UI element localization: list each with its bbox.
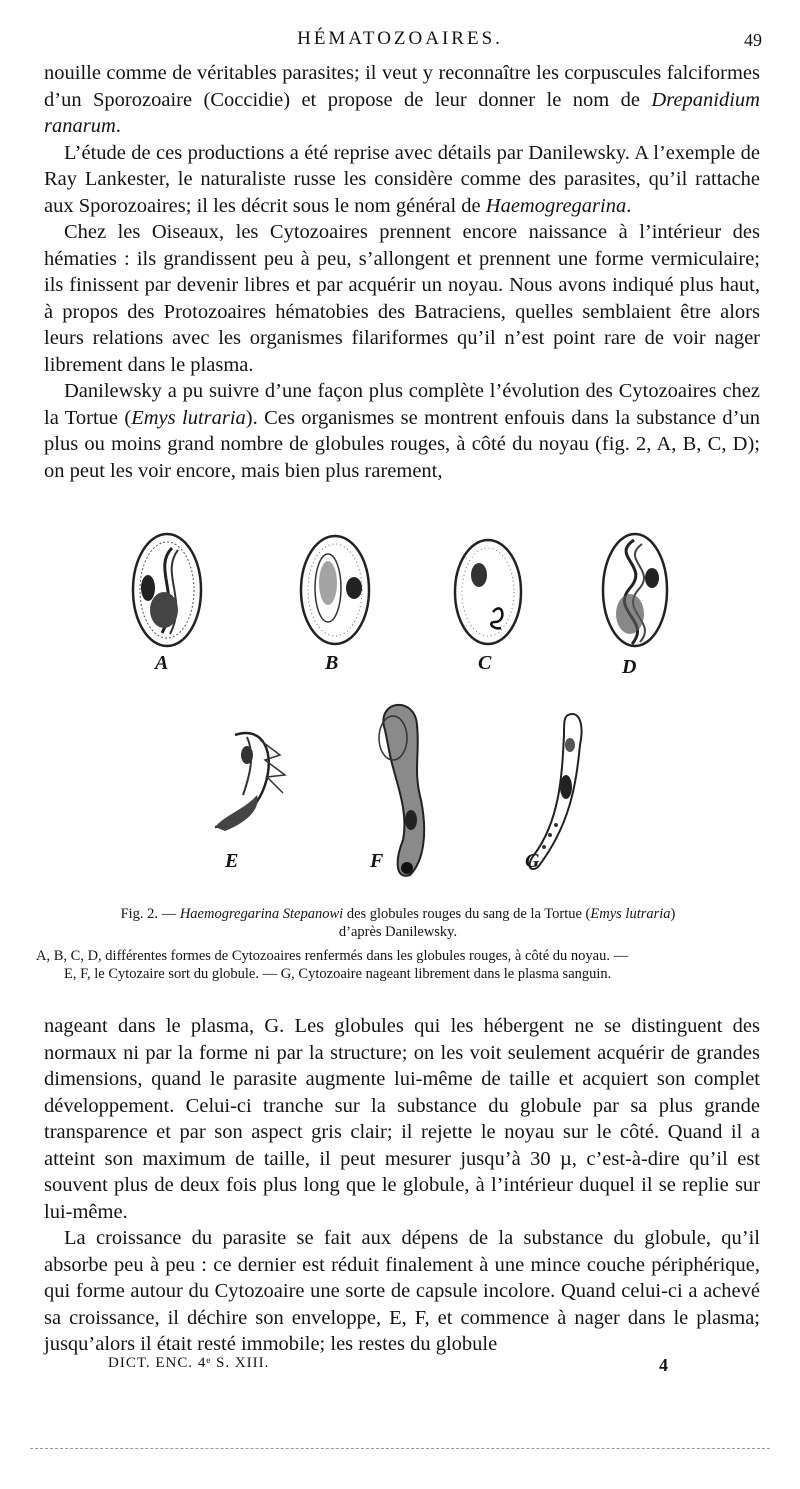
paragraph [44,378,760,484]
text-block-bottom [44,1013,760,1358]
caption-legend-1: A, B, C, D, différentes formes de Cytozoaires renfermés dans les globules rouges, à côté du noyau. — [36,948,629,964]
page-footer [108,1355,668,1381]
figure-2 [100,520,760,890]
figure-cell-e [195,715,305,850]
text-run: . [626,194,632,217]
paragraph [44,140,760,220]
italic-term: Drepanidium ranarum [44,88,760,137]
footer-sheet-number: 4 [659,1355,668,1375]
text-run: nouille comme de véritables parasites; il veut y reconnaître les corpuscules falciformes d’un Sporozoaire (Coccidie) et propose de leur donner le nom de [44,62,760,111]
caption-line1-mid: des globules rouges du sang de la Tortue ( [343,906,591,922]
text-run: . [115,115,121,137]
page-header [0,28,800,58]
text-run: Danilewsky a pu suivre d’une façon plus complète l’évolution des Cytozoaires chez la Tortue ( [44,380,760,429]
paragraph [44,60,760,140]
figure-caption [36,905,760,983]
text-run: L’étude de ces productions a été reprise avec détails par Danilewsky. A l’exemple de Ray Lankester, le naturaliste russe les considère comme des parasites, qu’il rattache aux Sporozoaires; il les décrit sous le nom général de [44,141,760,217]
figure-label-c: C [478,652,492,674]
caption-species: Haemogregarina Stepanowi [179,906,344,922]
figure-label-d: D [622,656,637,678]
paragraph [44,219,760,378]
text-run: nageant dans le plasma, G. Les globules qui les hébergent ne se distinguent des normaux ni par la forme ni par la structure; on les voit seulement acquérir de grandes dimensions, quand le parasite augmente lui-même de taille et acquiert son complet développement. Celui-ci tranche sur la substance du globule par sa plus grande transparence et par son aspect gris clair; il rejette le noyau sur le côté. Quand il a atteint son maximum de taille, il peut mesurer jusqu’à 30 µ, c’est-à-dire qu’il est souvent plus de deux fois plus long que le globule, à l’intérieur duquel il se replie sur lui-même. [44,1015,760,1223]
figure-label-f: F [370,850,384,872]
caption-source: d’après Danilewsky. [338,924,458,940]
text-run: Chez les Oiseaux, les Cytozoaires prennent encore naissance à l’intérieur des hématies : ils grandissent peu à peu, s’allongent et prennent une forme vermiculaire; ils finissent par devenir libres et par acquérir un noyau. Nous avons indiqué plus haut, à propos des Protozoaires hématobies des Batraciens, quelles semblaient être alors leurs relations avec les organismes filariformes qu’il n’est point rare de voir nager librement dans le plasma. [44,221,760,376]
page-number: 49 [744,30,762,50]
italic-term: Emys lutraria [131,406,246,429]
footer-signature: DICT. ENC. 4ᵉ S. XIII. [108,1355,270,1371]
caption-line1-end: ) [670,906,676,922]
caption-fig-ref: Fig. 2. — [120,906,180,922]
figure-cell-d [590,526,680,661]
figure-label-a: A [155,652,169,674]
text-run: La croissance du parasite se fait aux dépens de la substance du globule, qu’il absorbe peu à peu : ce dernier est réduit finalement à une mince couche périphérique, qui forme autour du Cytozoaire une sorte de capsule incolore. Quand celui-ci a achevé sa croissance, il déchire son enveloppe, E, F, et commence à nager dans le plasma; jusqu’alors il était resté immobile; les restes du globule [44,1227,760,1355]
figure-cell-b [290,528,380,658]
caption-title-line [36,905,760,923]
italic-term: Haemogregarina [485,194,627,217]
figure-cell-c [445,530,535,660]
figure-label-g: G [525,850,540,872]
figure-label-b: B [325,652,339,674]
paragraph [44,1013,760,1225]
paragraph [44,1225,760,1358]
figure-label-e: E [225,850,239,872]
caption-legend-2: E, F, le Cytozaire sort du globule. — G, Cytozoaire nageant librement dans le plasma sanguin. [64,966,612,982]
text-block-top [44,60,760,484]
bottom-rule [30,1448,770,1450]
figure-cell-a [122,528,212,658]
running-title: HÉMATOZOAIRES. [297,28,503,49]
text-run: ). Ces organismes se montrent enfouis dans la substance d’un plus ou moins grand nombre de globules rouges, à côté du noyau (fig. 2, A, B, C, D); on peut les voir encore, mais bien plus rarement, [44,406,760,482]
caption-host: Emys lutraria [590,906,671,922]
